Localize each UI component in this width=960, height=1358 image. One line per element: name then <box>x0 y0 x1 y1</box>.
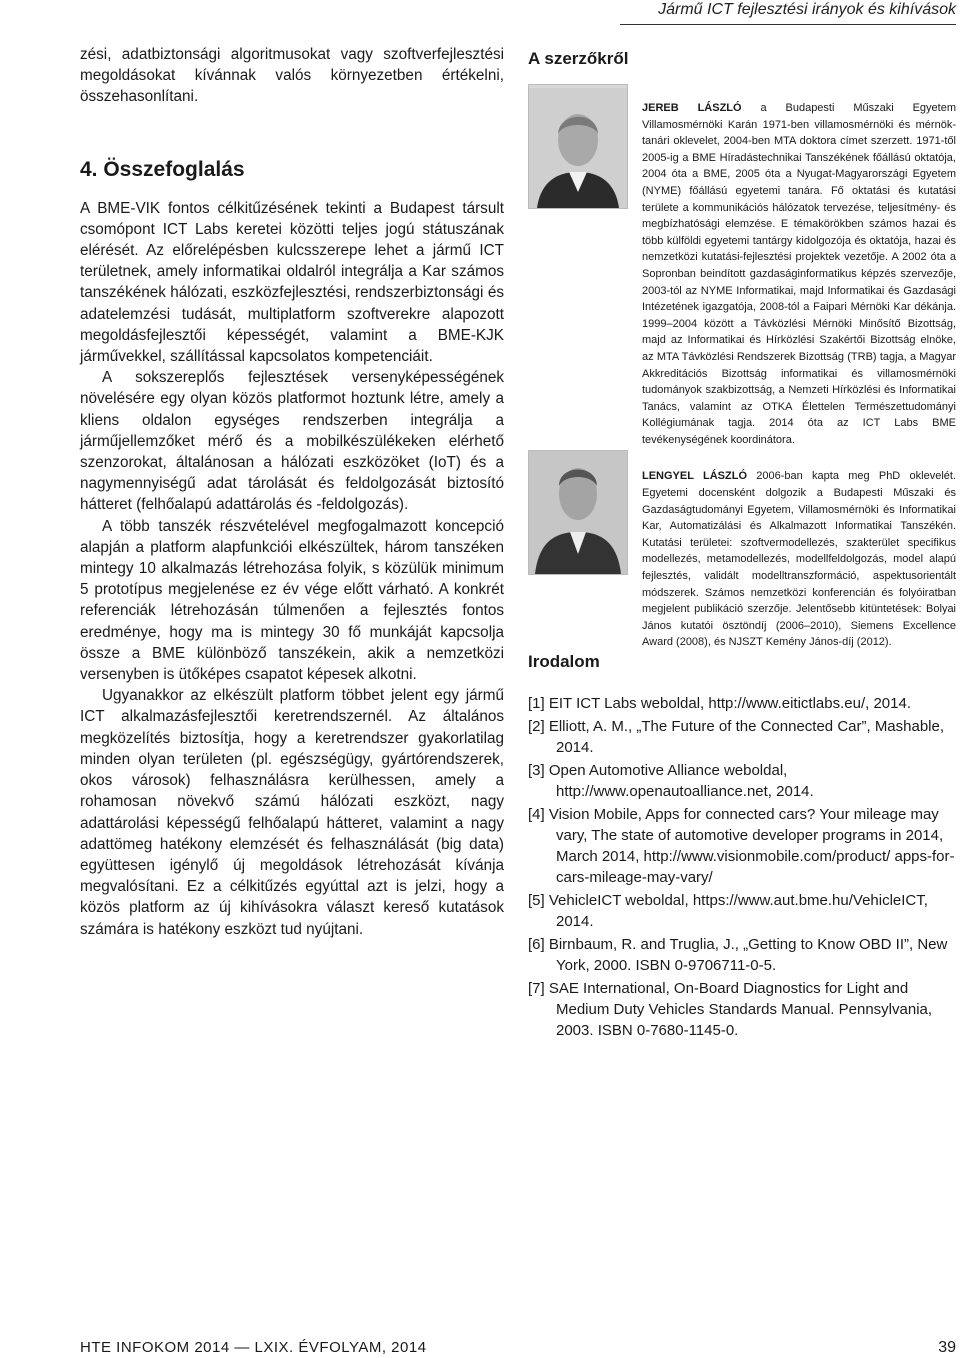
body-paragraph: A több tanszék részvételével megfogalmazott koncepció alapján a platform alapfunkciói elkészültek, három tanszéken mintegy 10 alkalmazás létrehozása folyik, s közülük minimum 5 prototípus megjelenése ez év vége előtt várható. A konkrét referenciák létrehozásán túlmenően a fejlesztés fontos eredménye, hogy ma is mintegy 30 fő munkáját kapcsolja össze a BME különböző tanszékein, akik a nemzetközi versenyben is ütőképes csapatot képesek alkotni. <box>80 517 504 684</box>
author-name: JEREB LÁSZLÓ <box>642 102 742 114</box>
author-photo <box>528 84 628 209</box>
right-column <box>528 48 956 1043</box>
author-portrait-icon <box>529 88 627 208</box>
reference-item: [3] Open Automotive Alliance weboldal, http://www.openautoalliance.net, 2014. <box>528 761 814 800</box>
body-paragraph: Ugyanakkor az elkészült platform többet jelent egy jármű ICT alkalmazásfejlesztői keretrendszernél. Az általános megközelítés biztosítja, hogy a keretrendszer gyakorlatilag minden olyan területen (pl. egészségügy, gyártórendszerek, okos városok) felhasználásra kerülhessen, amely a rohamosan növekvő számú hálózati eszközt, nagy adattárolási képességű felhőalapú hátteret, valamint a nagy adattömeg hatékony elemzését és felhasználását (big data) együttesen igénylő új megoldások létrehozását kívánja megvalósítani. Ez a célkitűzés egyúttal azt is jelzi, hogy a közös platform az új kihívásokra választ kereső kutatások számára is hatékony eszközt tud nyújtani. <box>80 687 504 938</box>
authors-heading: A szerzőkről <box>528 49 629 68</box>
author-bio-text: a Budapesti Műszaki Egyetem Villamosmérnöki Karán 1971-ben villamosmérnöki és mérnök-tanári oklevelet, 2004-ben MTA doktora címet szerzett. 1971-től 2005-ig a BME Híradástechnikai Tanszékének főállású oktatója, 2004 óta a BME, 2005 óta a Nyugat-Magyarországi Egyetem (NYME) főállású egyetemi tanára. Fő oktatási és kutatási területe a kommunikációs hálózatok tervezése, teljesítmény- és megbízhatósági elemzése. E témakörökben számos hazai és több külföldi egyetemi tantárgy kidolgozója és oktatója, hazai és nemzetközi kutatási-fejlesztési projektek vezetője. A 2002 óta a Sopronban beindított gazdaságinformatikus képzés szervezője, 2003-tól az NYME Informatikai, majd Informatikai és Gazdasági Intézetének igazgatója, 2008-tól a Faipari Mérnöki Kar dékánja. 1999–2004 között a Távközlési Mérnöki Minősítő Bizottság, majd az Informatikai és Hírközlési Szakértői Bizottság elnöke, az MTA Távközlési Rendszerek Bizottság (TRB) tagja, a Magyar Akkreditációs Bizottság informatikai és villamosmérnöki tudományok szakbizottság, a Nemzeti Hírközlési és Informatikai Tanács, valamint az OTKA Élettelen Természettudományi Kollégiumának tagja. 2014 óta az ICT Labs BME tevékenységének koordinátora. <box>642 102 956 446</box>
reference-item: [4] Vision Mobile, Apps for connected cars? Your mileage may vary, The state of automotive developer programs in 2014, March 2014, http://www.visionmobile.com/product/ apps-for-cars-mileage-may-vary/ <box>528 805 955 887</box>
reference-item: [5] VehicleICT weboldal, https://www.aut.bme.hu/VehicleICT, 2014. <box>528 891 928 931</box>
author-bio <box>642 468 956 651</box>
page-number: 39 <box>938 1339 956 1356</box>
journal-name: HTE INFOKOM 2014 — LXIX. ÉVFOLYAM, 2014 <box>80 1339 427 1356</box>
author-bio <box>642 100 956 448</box>
intro-paragraph: zési, adatbiztonsági algoritmusokat vagy szoftverfejlesztési megoldásokat kívánnak valós környezetben értékelni, összehasonlítani. <box>80 46 504 106</box>
page-footer <box>80 1338 956 1358</box>
reference-item: [1] EIT ICT Labs weboldal, http://www.eitictlabs.eu/, 2014. <box>528 695 911 712</box>
running-head: Jármű ICT fejlesztési irányok és kihívások <box>620 0 956 25</box>
references-list <box>528 693 956 1041</box>
reference-item: [7] SAE International, On-Board Diagnostics for Light and Medium Duty Vehicles Standards Manual. Pennsylvania, 2003. ISBN 0-7680-1145-0. <box>528 979 933 1040</box>
reference-item: [2] Elliott, A. M., „The Future of the Connected Car”, Mashable, 2014. <box>528 717 945 756</box>
author-photo <box>528 450 628 575</box>
left-column <box>80 44 504 940</box>
author-bio-text: 2006-ban kapta meg PhD oklevelét. Egyetemi docensként dolgozik a Budapesti Műszaki és Gazdaságtudományi Egyetem, Villamosmérnöki és Informatikai Kar, Automatizálási és Alkalmazott Informatikai Tanszékén. Kutatási területei: szoftvermodellezés, szakterület specifikus modellezés, metamodellezés, modellfeldolgozás, model alapú fejlesztés, validált modelltranszformáció, aspektusorientált módszerek. Számos nemzetközi konferencián és folyóiratban megjelent publikáció szerzője. Jelentősebb kitüntetések: Bolyai János kutatói ösztöndíj (2006–2010), Siemens Excellence Award (2008), és NJSZT Kemény János-díj (2012). <box>642 470 956 649</box>
author-name: LENGYEL LÁSZLÓ <box>642 470 748 483</box>
body-paragraph: A sokszereplős fejlesztések versenyképességének növelésére egy olyan közös platformot hoztunk létre, amely a kliens oldalon egységes rendszerben integrálja a járműjellemzőket mérő és a mobilkészülékeken elérhető szenzorokat, általánosan a hálózati eszközöket (IoT) és a nagymennyiségű adat tárolását és feldolgozását biztosító hátteret (felhőalapú adattárolás és -feldolgozás). <box>80 369 504 514</box>
reference-item: [6] Birnbaum, R. and Truglia, J., „Getting to Know OBD II”, New York, 2000. ISBN 0-9706711-0-5. <box>528 935 948 974</box>
body-paragraph: A BME-VIK fontos célkitűzésének tekinti a Budapest társult csomópont ICT Labs keretei közötti teljes jogú státuszának elérését. Az előrelépésben kulcsszerepe lehet a jármű ICT területnek, amely informatikai oldalról integrálja a Kar számos tanszékének hálózati, eszközfejlesztési, rendszerbiztonsági és adatelemzési tudását, multiplatform szoftverekre alapozott megoldásfejlesztői képességét, valamint a BME-KJK járművekkel, szállítással kapcsolatos kompetenciáit. <box>80 199 504 366</box>
references-heading: Irodalom <box>528 652 600 671</box>
author-portrait-icon <box>529 450 627 574</box>
section-heading: 4. Összefoglalás <box>80 157 245 181</box>
